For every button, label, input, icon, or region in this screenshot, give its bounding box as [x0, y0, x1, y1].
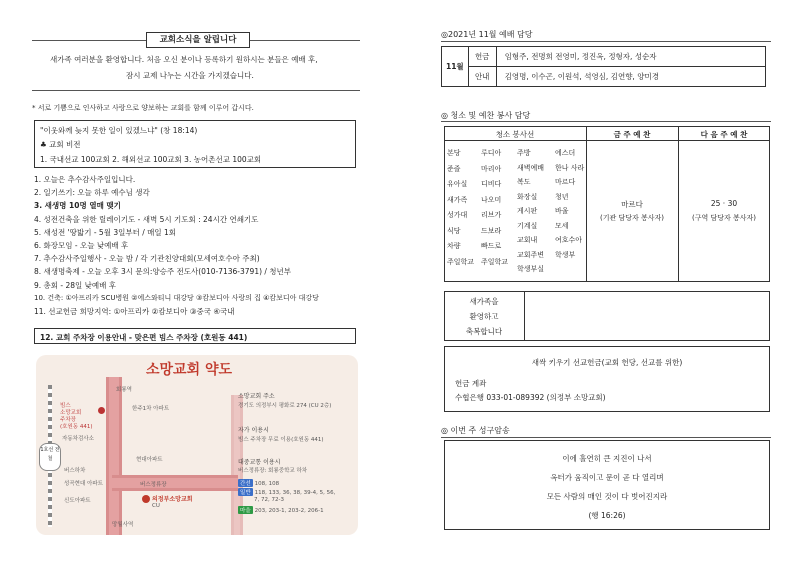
bus-row: [238, 506, 324, 514]
map-label-cu: CU: [152, 503, 160, 509]
this-week-duty: 마르다: [621, 200, 643, 209]
vision-label: ♣ 교회 비전: [40, 140, 81, 149]
list-item: 본당: [447, 149, 461, 157]
list-item: 차량: [447, 242, 461, 250]
bus-row: [254, 497, 284, 503]
verse-title: ◎ 이번 주 성구암송: [441, 426, 510, 435]
newcomer-text: [444, 294, 524, 339]
list-item: 기계실: [517, 221, 538, 230]
bus-routes: 7, 72, 72-3: [254, 497, 284, 503]
map-label-hoeryong: 회룡역: [116, 387, 132, 393]
list-item: 모세: [555, 221, 569, 230]
next-week-note: (구역 담당자 봉사자): [691, 214, 756, 222]
list-item: 드보라: [481, 226, 502, 235]
transit-title: 대중교통 이용시: [238, 459, 281, 466]
news-list: [34, 174, 360, 319]
address-title: 소망교회 주소: [238, 393, 275, 400]
cleaning-header-3: 다 음 주 예 찬: [700, 130, 748, 139]
newcomer-line: 새가족을: [469, 297, 499, 306]
list-item: 새벽예배: [517, 163, 545, 172]
church-map: [36, 355, 358, 535]
map-label-apt: 한주1차 아파트: [132, 406, 170, 412]
list-item: 마르다: [555, 178, 576, 186]
newcomer-line: 환영하고: [469, 312, 499, 321]
list-item: 주방: [517, 149, 531, 157]
vision-items: 1. 국내선교 100교회 2. 해외선교 100교회 3. 농어촌선교 100교회: [40, 155, 262, 164]
list-item: 식당: [447, 226, 461, 235]
list-item: 새가족: [447, 195, 468, 204]
cleaning-col-groups-2: [555, 146, 584, 262]
cleaning-col-areas: [447, 146, 474, 270]
news-item: 4. 성전건축을 위한 릴레이기도 - 새벽 5시 기도회 : 24시간 연쇄기도: [34, 214, 259, 224]
bus-routes: 118, 133, 36, 38, 39-4, 5, 56,: [254, 490, 336, 496]
worship-names: 김영명, 이수곤, 이원석, 석영심, 김연향, 양미경: [496, 67, 765, 87]
list-item: 교회주변: [517, 250, 545, 259]
this-week-note: (기관 담당자 봉사자): [599, 214, 664, 222]
list-item: 에스더: [555, 149, 576, 157]
map-label-sindong: 신도아파트: [64, 498, 91, 504]
verse-line: 모든 사람의 매인 것이 다 벗어진지라: [546, 492, 668, 501]
list-item: 여호수아: [555, 236, 583, 244]
news-item: 9. 총회 - 28일 낮예배 후: [34, 280, 117, 290]
worship-role: 안내: [468, 67, 496, 87]
list-item: 디비다: [481, 180, 502, 188]
list-item: 학생부실: [517, 265, 545, 273]
address-text: 경기도 의정부시 평화로 274 (CU 2층): [238, 403, 332, 409]
news-item: 7. 추수감사주일행사 - 오늘 밤 / 각 기관친양대회(모세여호수아 주최): [34, 254, 260, 264]
news-item: 5. 새성전 '땅밟기 - 5월 3일부터 / 매일 1회: [34, 227, 177, 237]
bus-row: [238, 488, 335, 496]
list-item: 빠드로: [481, 242, 502, 250]
greeting-text: * 서로 기쁨으로 인사하고 사랑으로 양보하는 교회를 함께 이루어 갑시다.: [32, 104, 254, 112]
car-title: 자가 이용시: [238, 427, 269, 434]
list-item: 교회내: [517, 236, 538, 244]
list-item: 나오미: [481, 195, 502, 204]
parking-text: 12. 교회 주차장 이용안내 - 맞은편 빔스 주차장 (호원동 441): [40, 333, 248, 342]
vision-quote: "이웃와께 늦지 못한 일이 있겠느냐" (창 18:14): [40, 126, 198, 135]
cleaning-header-2: 금 주 예 찬: [613, 130, 651, 139]
map-label-busstop: 버스정류장: [140, 482, 167, 488]
map-label-apt2: 현대아파트: [136, 457, 163, 463]
bus-row: [238, 479, 279, 487]
list-item: 학생부: [555, 250, 576, 259]
list-item: 화장실: [517, 192, 538, 201]
news-item: 3. 새생명 10명 열매 맺기: [34, 201, 121, 211]
news-item: 11. 선교헌금 희망지역: ①아프리카 ②캄보디아 ③중국 ④국내: [34, 306, 235, 316]
list-item: 리브가: [481, 211, 502, 219]
offering-title: 새싹 키우기 선교헌금(교회 헌당, 선교를 위한): [531, 358, 683, 367]
welcome-line-1: 새가족 여러분을 환영합니다. 처음 오신 분이나 등록하기 원하시는 분들은 예배 후,: [50, 55, 318, 64]
verse-line: 옥터가 움직이고 문이 곧 다 열리며: [550, 473, 664, 482]
bus-tag: 일반: [240, 490, 251, 496]
map-label-sangok: 성곡현대 아파트: [64, 481, 103, 487]
church-pin: [142, 495, 150, 503]
news-title: 교회소식을 알립니다: [146, 32, 250, 48]
cleaning-col-areas-2: [517, 146, 544, 277]
main-road: [106, 377, 122, 535]
list-item: 성가대: [447, 211, 468, 219]
car-text: 빔스 주차장 무료 이용(호원동 441): [238, 437, 324, 443]
verse-text: [444, 449, 770, 525]
map-label-bus: 버스하차: [64, 468, 86, 474]
worship-table: [441, 46, 766, 87]
news-item: 6. 화장모임 - 오늘 낮예배 후: [34, 240, 129, 250]
list-item: 주일학교: [481, 257, 509, 266]
worship-title: ◎2021년 11월 예배 담당: [441, 30, 533, 39]
cross-road: [112, 475, 238, 491]
beams-pin: [98, 407, 105, 414]
railway-label: 1호선 전철: [39, 443, 61, 471]
map-label-beams: 빔스 소망교회 주차장 (호원동 441): [60, 403, 93, 430]
list-item: 루디아: [481, 149, 502, 157]
offering-label: 헌금 계좌: [455, 379, 487, 388]
list-item: 마리아: [481, 164, 502, 173]
worship-names: 임형주, 전명희 전영미, 정진옥, 정형자, 성순자: [496, 47, 765, 67]
news-item: 1. 오늘은 추수감사주일입니다.: [34, 175, 136, 184]
cleaning-title: ◎ 청소 및 예찬 봉사 담당: [441, 111, 531, 120]
list-item: 청년: [555, 192, 569, 201]
list-item: 준즐: [447, 164, 461, 173]
worship-month: 11월: [442, 47, 469, 87]
bus-routes: 203, 203-1, 203-2, 206-1: [254, 508, 324, 514]
welcome-line-2: 잠시 교제 나누는 시간을 가지겠습니다.: [126, 71, 254, 80]
worship-role: 헌금: [468, 47, 496, 67]
verse-line: 이에 홀연히 큰 지진이 나서: [562, 454, 652, 463]
cleaning-header-1: 청소 봉사선: [495, 130, 535, 139]
next-week-duty: 25 · 30: [710, 199, 738, 208]
bus-tag: 마을: [240, 508, 251, 514]
newcomer-line: 축복합니다: [465, 327, 503, 336]
verse-line: (행 16:26): [588, 511, 626, 520]
map-label-jachi: 자동차검사소: [62, 436, 94, 442]
news-item: 2. 일기쓰기: 오늘 하루 예수님 생각: [34, 188, 150, 198]
list-item: 복도: [517, 178, 531, 186]
list-item: 한나 사라: [555, 163, 585, 172]
list-item: 바울: [555, 207, 569, 215]
list-item: 유아실: [447, 180, 468, 188]
map-title: 소망교회 약도: [146, 362, 233, 378]
map-label-bottom: 망월사역: [112, 522, 134, 528]
cleaning-col-groups: [481, 146, 508, 270]
list-item: 주일학교: [447, 257, 475, 266]
news-item: 10. 건축: ①아프리카 SCU병원 ②에스와티니 대강당 ③캄보디아 사랑의 집 ④캄보디아 대강당: [34, 293, 319, 302]
map-label-church: 의정부소망교회: [152, 496, 193, 503]
offering-account: 수협은행 033-01-089392 (의정부 소망교회): [455, 393, 606, 402]
transit-text: 버스정류장: 회룡중학교 하차: [238, 468, 308, 474]
news-item: 8. 새생명축제 - 오늘 오후 3시 문의:양승주 전도사(010-7136-3791) / 청년부: [34, 267, 292, 277]
list-item: 게시판: [517, 207, 538, 215]
bus-tag: 간선: [240, 481, 251, 487]
bus-routes: 108, 108: [254, 481, 280, 487]
